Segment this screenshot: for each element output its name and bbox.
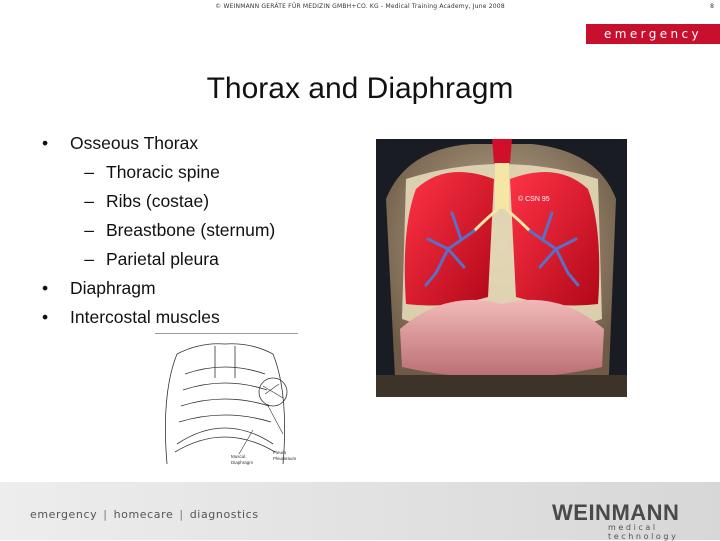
sub-bullet-text: Ribs (costae) xyxy=(106,191,210,211)
lungs-illustration-svg xyxy=(376,139,627,397)
weinmann-logo xyxy=(552,500,692,541)
footer-bar xyxy=(0,482,720,540)
footer-separator: | xyxy=(179,508,184,521)
sketch-label: Diaphragm xyxy=(231,460,254,465)
thorax-sketch-diagram xyxy=(155,333,298,484)
sub-bullet-text: Breastbone (sternum) xyxy=(106,220,276,240)
left-lung xyxy=(405,172,494,306)
footer-nav-homecare: homecare xyxy=(113,508,174,521)
sub-bullet-text: Parietal pleura xyxy=(106,249,219,269)
emergency-brand-tag: emergency xyxy=(586,24,720,44)
sketch-svg xyxy=(155,334,298,484)
logo-tagline: medical technology xyxy=(608,523,679,541)
bullet-item xyxy=(36,306,275,335)
bullet-item xyxy=(36,132,275,161)
right-lung xyxy=(510,172,599,306)
bullet-list xyxy=(36,132,275,335)
bullet-text: Diaphragm xyxy=(70,278,156,298)
bullet-text: Osseous Thorax xyxy=(70,133,199,153)
dash-marker: – xyxy=(84,220,94,240)
sub-bullet-item xyxy=(36,248,275,277)
larynx xyxy=(492,139,512,163)
illustration-credit: © CSN 95 xyxy=(518,196,550,203)
bullet-marker: • xyxy=(42,307,49,327)
bullet-marker: • xyxy=(42,133,49,153)
sketch-label: Pleura xyxy=(273,450,287,455)
bullet-item xyxy=(36,277,275,306)
sketch-label: Pleuraraum xyxy=(273,456,297,461)
footer-nav xyxy=(30,508,259,521)
diaphragm xyxy=(400,300,604,378)
sub-bullet-item xyxy=(36,219,275,248)
logo-wordmark: WEINMANN xyxy=(552,500,680,525)
sub-bullet-item xyxy=(36,190,275,219)
sketch-label: Muscul. xyxy=(231,454,247,459)
sub-bullet-item xyxy=(36,161,275,190)
dash-marker: – xyxy=(84,162,94,182)
bullet-marker: • xyxy=(42,278,49,298)
footer-nav-diagnostics: diagnostics xyxy=(189,508,259,521)
footer-separator: | xyxy=(103,508,108,521)
bullet-text: Intercostal muscles xyxy=(70,307,220,327)
header-bar xyxy=(0,0,720,14)
page-number: 8 xyxy=(710,3,714,10)
slide-title: Thorax and Diaphragm xyxy=(206,72,514,105)
sub-bullet-text: Thoracic spine xyxy=(106,162,220,182)
dash-marker: – xyxy=(84,249,94,269)
copyright-text: © WEINMANN GERÄTE FÜR MEDIZIN GMBH+CO. KG - Medical Training Academy, June 2008 xyxy=(215,3,505,10)
dash-marker: – xyxy=(84,191,94,211)
thorax-lungs-illustration xyxy=(376,139,627,397)
footer-nav-emergency: emergency xyxy=(30,508,98,521)
